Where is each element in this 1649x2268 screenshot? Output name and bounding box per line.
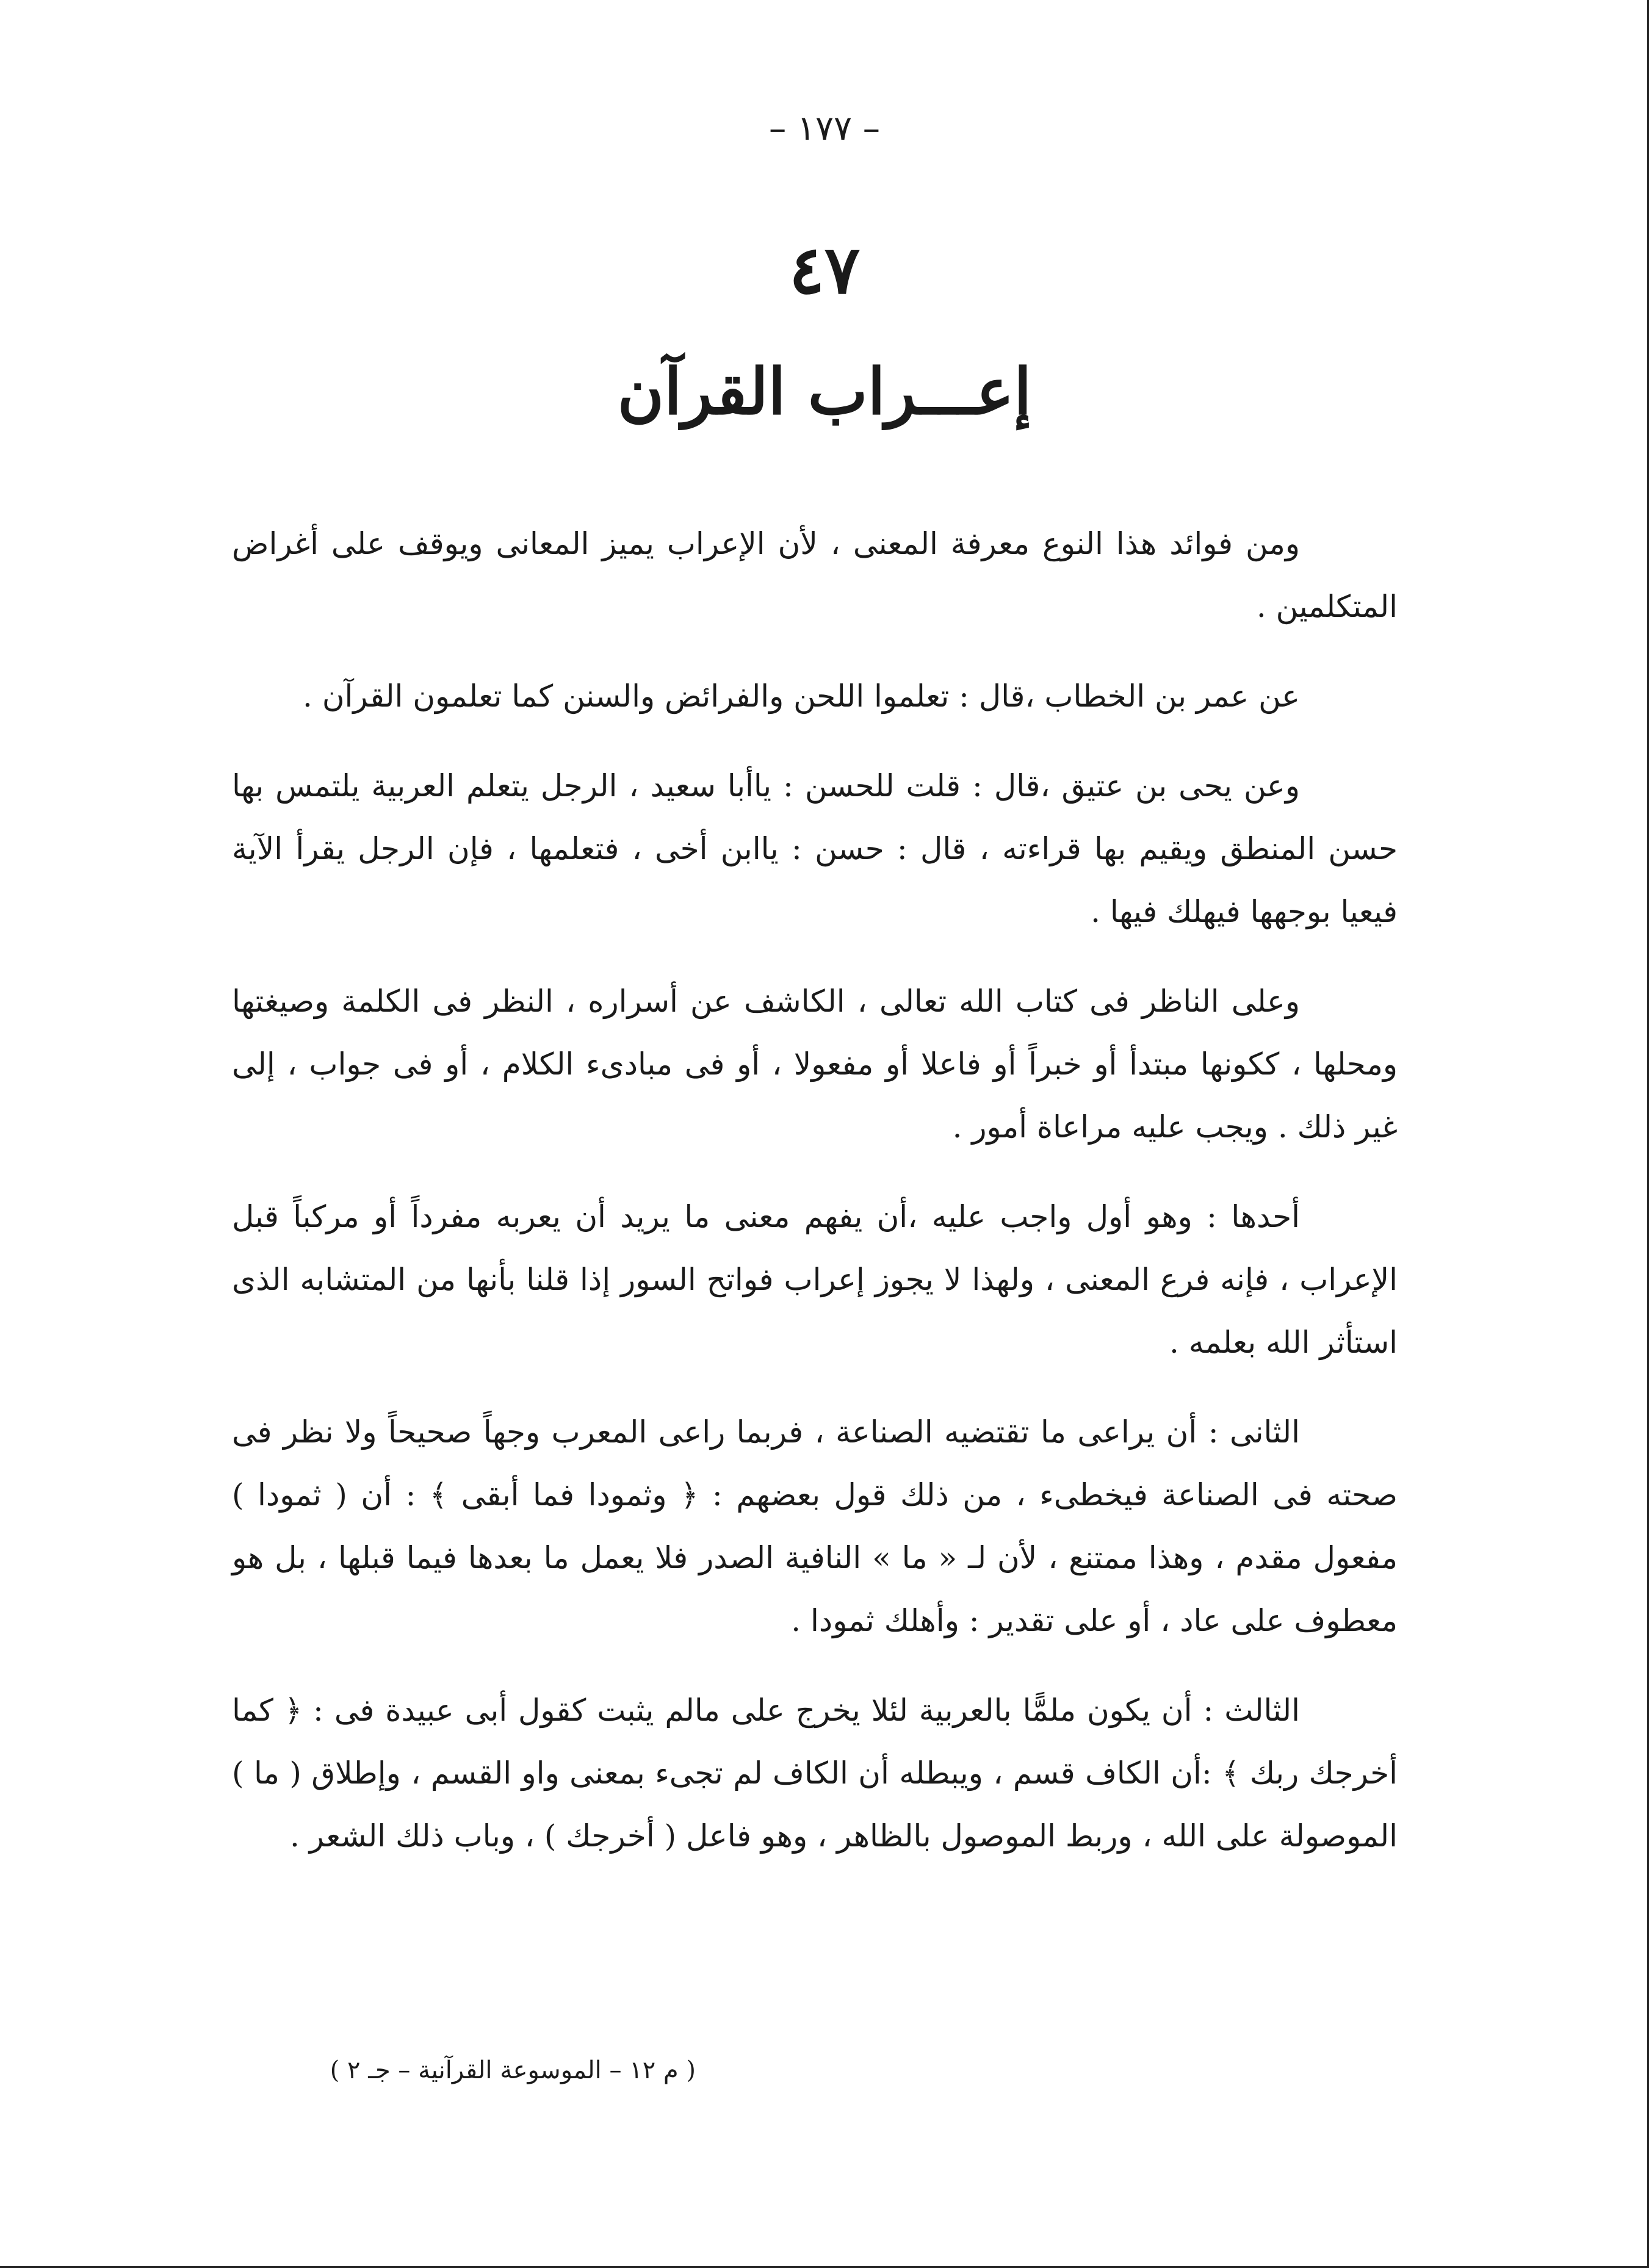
footer-note: ( م ١٢ – الموسوعة القرآنية – جـ ٢ ) — [330, 2056, 696, 2084]
paragraph-3: وعن يحى بن عتيق ،قال : قلت للحسن : ياأبا سعيد ، الرجل يتعلم العربية يلتمس بها حسن المنطق ويقيم بها قراءته ، قال : حسن : ياابن أخى ، فتعلمها ، فإن الرجل يقرأ الآية فيعيا بوجهها فيهلك فيها . — [232, 768, 1398, 929]
paragraph-4: وعلى الناظر فى كتاب الله تعالى ، الكاشف عن أسراره ، النظر فى الكلمة وصيغتها ومحلها ، ككونها مبتدأ أو خبراً أو فاعلا أو مفعولا ، أو فى مبادىء الكلام ، أو فى جواب ، إلى غير ذلك . ويجب عليه مراعاة أمور . — [232, 984, 1398, 1145]
paragraph-7: الثالث : أن يكون ملمًّا بالعربية لئلا يخرج على مالم يثبت كقول أبى عبيدة فى : ﴿ كما أخرجك ربك ﴾ :أن الكاف قسم ، ويبطله أن الكاف لم تجىء بمعنى واو القسم ، وإطلاق ( ما ) الموصولة على الله ، وربط الموصول بالظاهر ، وهو فاعل ( أخرجك ) ، وباب ذلك الشعر . — [232, 1693, 1398, 1854]
chapter-title: إعـــراب القرآن — [617, 354, 1032, 429]
chapter-number: ٤٧ — [788, 232, 860, 309]
paragraph-5: أحدها : وهو أول واجب عليه ،أن يفهم معنى ما يريد أن يعربه مفرداً أو مركباً قبل الإعراب ، فإنه فرع المعنى ، ولهذا لا يجوز إعراب فواتح السور إذا قلنا بأنها من المتشابه الذى استأثر الله بعلمه . — [232, 1199, 1398, 1360]
page-number: – ١٧٧ – — [769, 109, 880, 148]
paragraph-6: الثانى : أن يراعى ما تقتضيه الصناعة ، فربما راعى المعرب وجهاً صحيحاً ولا نظر فى صحته فى الصناعة فيخطىء ، من ذلك قول بعضهم : ﴿ وثمودا فما أبقى ﴾ : أن ( ثمودا ) مفعول مقدم ، وهذا ممتنع ، لأن لـ « ما » النافية الصدر فلا يعمل ما بعدها فيما قبلها ، بل هو معطوف على عاد ، أو على تقدير : وأهلك ثمودا . — [232, 1414, 1398, 1638]
paragraph-1: ومن فوائد هذا النوع معرفة المعنى ، لأن الإعراب يميز المعانى ويوقف على أغراض المتكلمين . — [232, 526, 1398, 624]
body-text — [232, 513, 1398, 1895]
paragraph-2: عن عمر بن الخطاب ،قال : تعلموا اللحن والفرائض والسنن كما تعلمون القرآن . — [303, 679, 1300, 714]
